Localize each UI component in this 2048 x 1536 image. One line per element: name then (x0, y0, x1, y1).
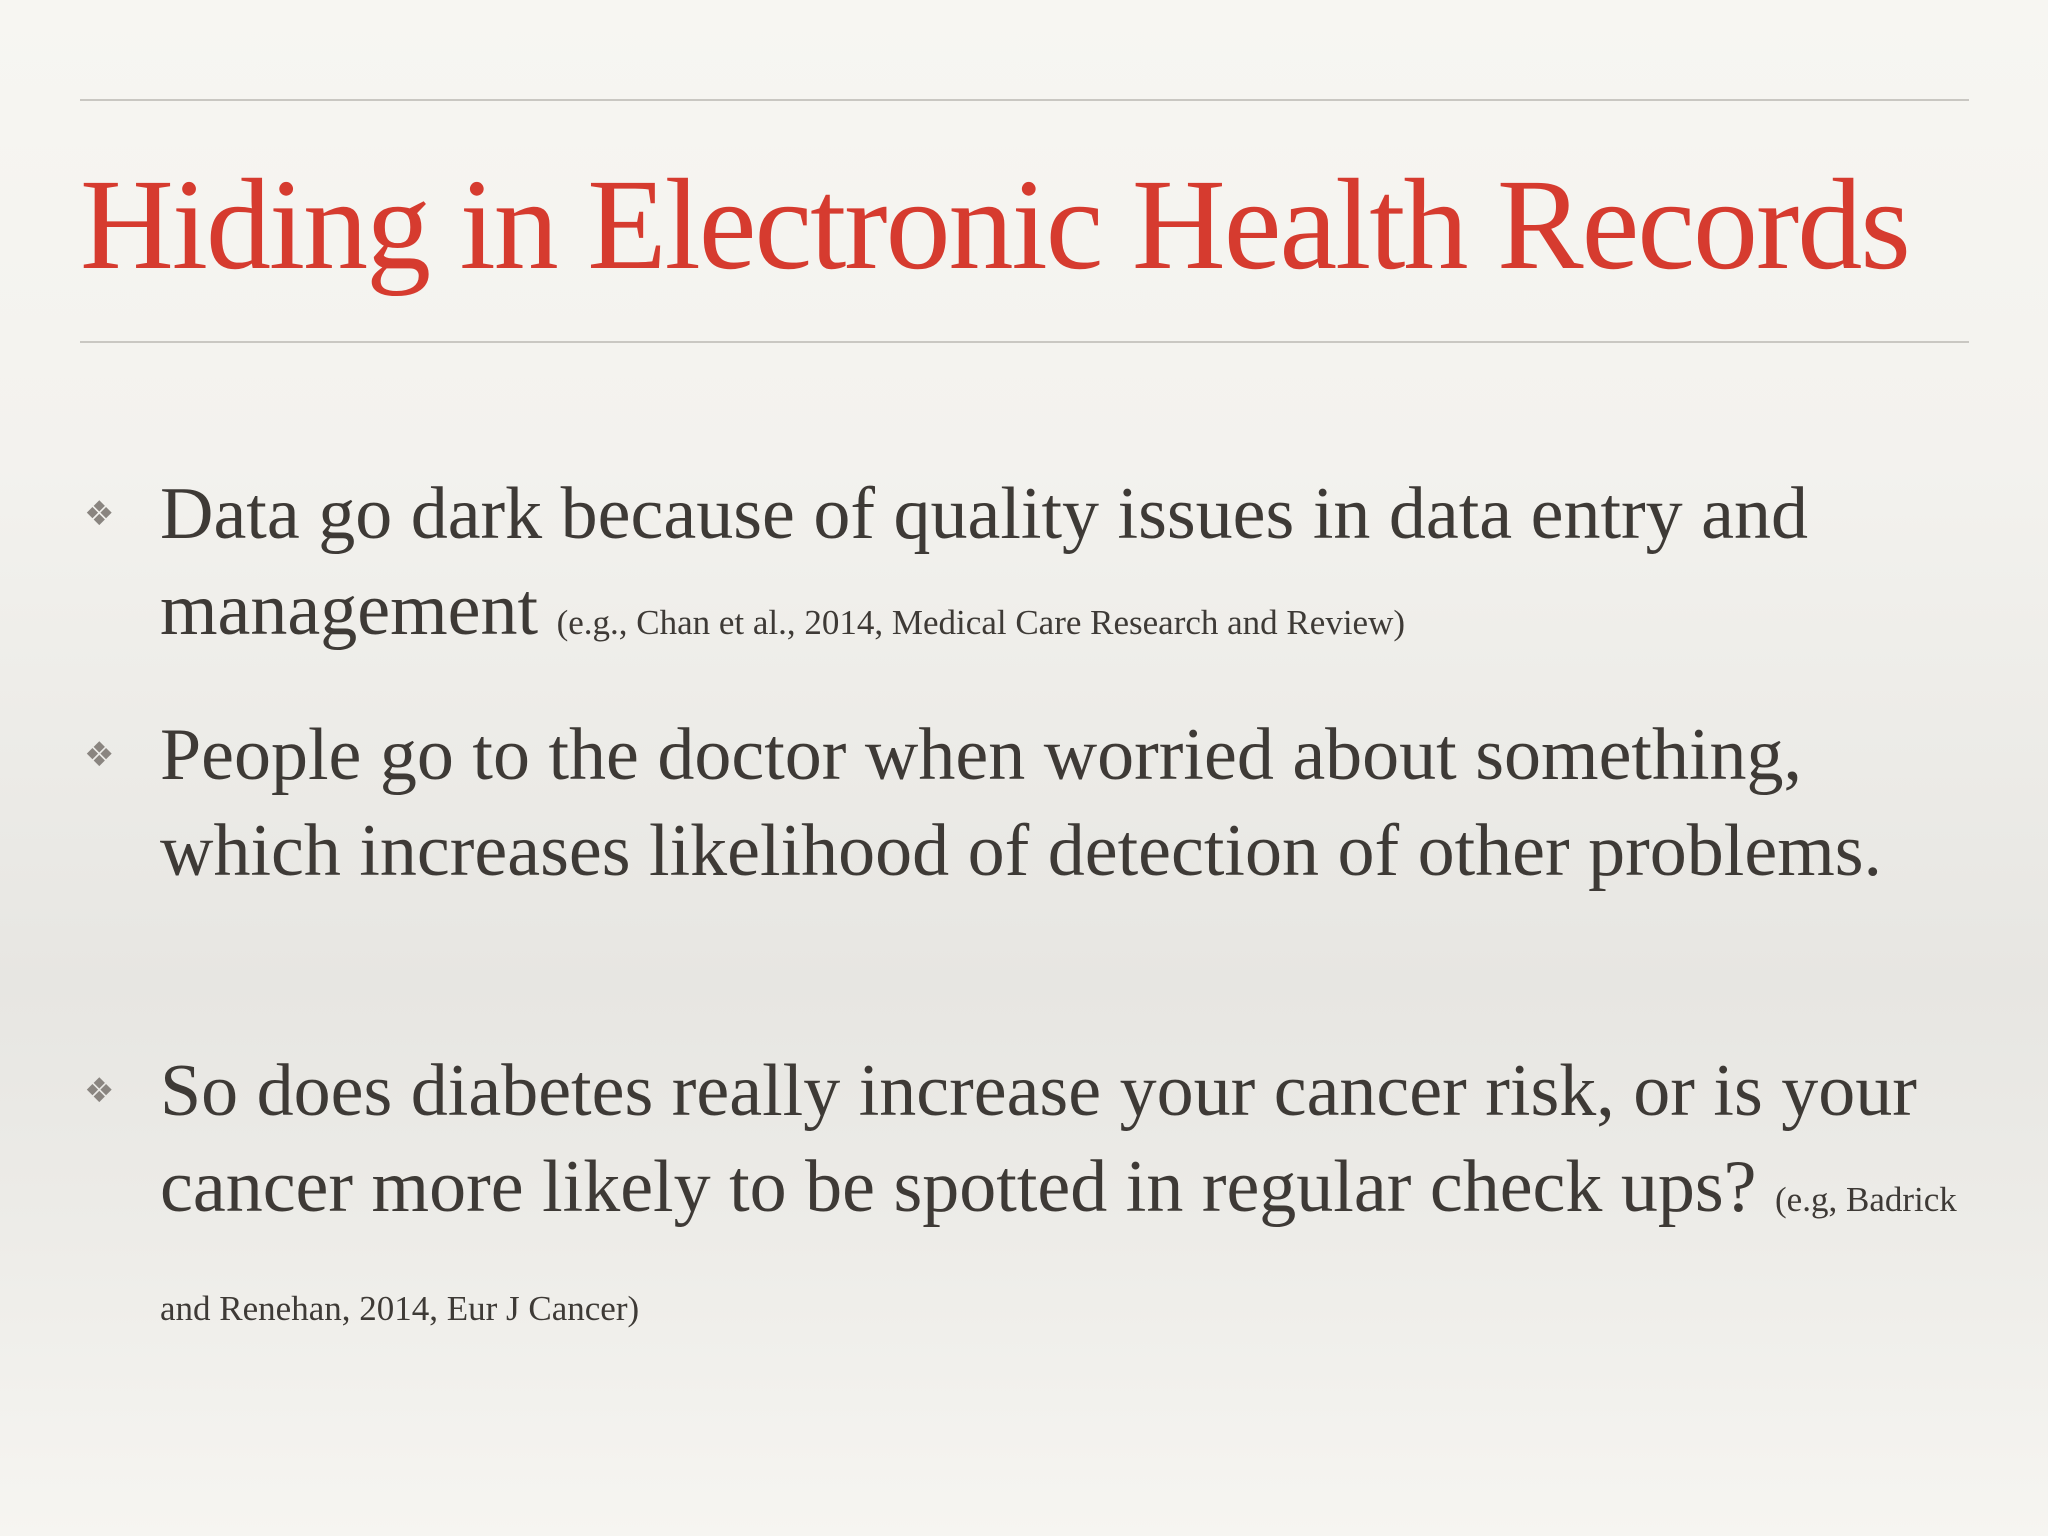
slide-title: Hiding in Electronic Health Records (80, 153, 1909, 297)
four-diamond-bullet-icon: ❖ (84, 494, 115, 534)
bullet-text: People go to the doctor when worried about something, which increases likelihood of detection of other problems. (160, 714, 1883, 892)
bullet-text: Data go dark because of quality issues in data entry and management (160, 473, 1809, 651)
four-diamond-bullet-icon: ❖ (84, 1071, 115, 1111)
bullet-citation: (e.g, Badrick and Renehan, 2014, Eur J Cancer) (160, 1180, 1957, 1328)
bullet-citation: (e.g., Chan et al., 2014, Medical Care Research and Review) (556, 603, 1406, 642)
bullet-item (84, 1043, 1980, 1357)
bullet-item (84, 466, 1980, 671)
bullet-item (84, 707, 1980, 899)
four-diamond-bullet-icon: ❖ (84, 735, 115, 775)
bullet-text: So does diabetes really increase your cancer risk, or is your cancer more likely to be spotted in regular check ups? (160, 1050, 1917, 1228)
